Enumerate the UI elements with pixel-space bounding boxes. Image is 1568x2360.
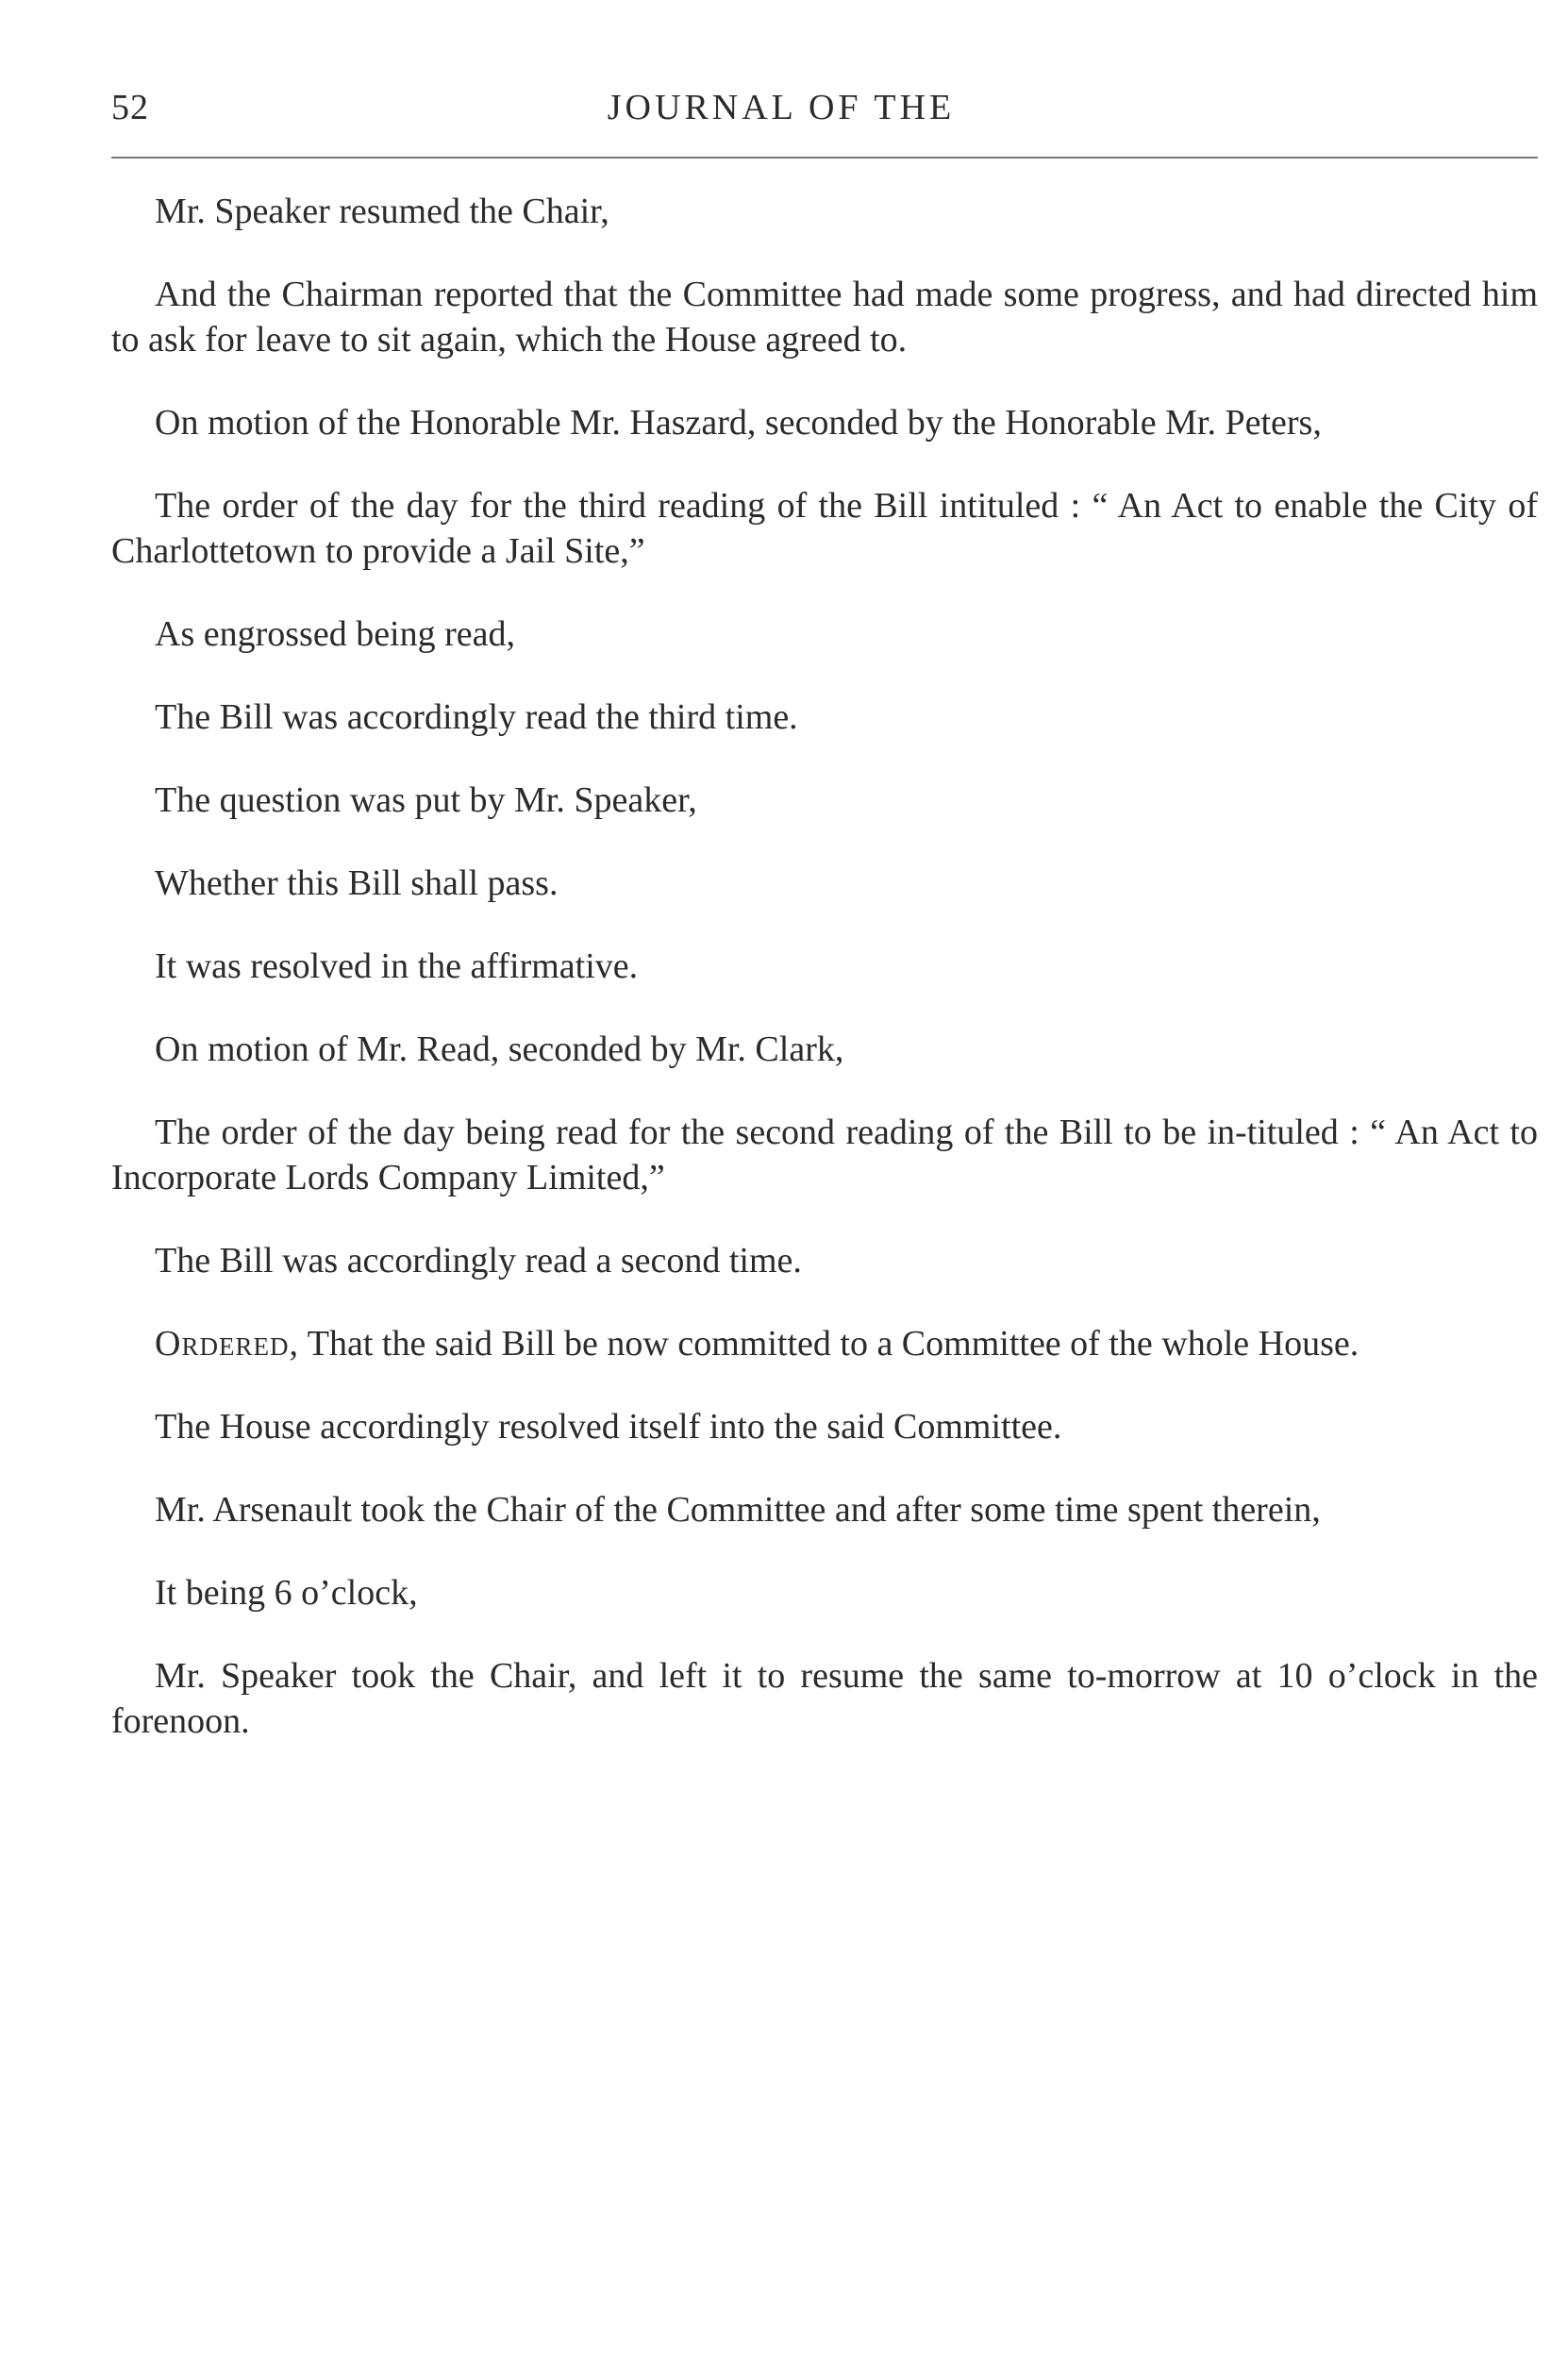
ordered-lead: Ordered,	[155, 1324, 299, 1364]
paragraph-whether-pass: Whether this Bill shall pass.	[155, 863, 559, 903]
paragraph-jail-site-bill: The order of the day for the third reading of the Bill intituled : “ An Act to enable the City of Charlottetown to provide a Jail Site,”	[111, 486, 1538, 571]
journal-title: JOURNAL OF THE	[607, 88, 956, 127]
page-number: 52	[111, 88, 149, 127]
paragraph-six-oclock: It being 6 o’clock,	[155, 1573, 418, 1613]
paragraph-adjournment: Mr. Speaker took the Chair, and left it to resume the same to-morrow at 10 o’clock in the forenoon.	[111, 1656, 1538, 1741]
paragraph-motion-read: On motion of Mr. Read, seconded by Mr. Clark,	[155, 1029, 844, 1069]
paragraph-speaker-resumed: Mr. Speaker resumed the Chair,	[155, 192, 609, 231]
paragraph-house-resolved: The House accordingly resolved itself into the said Committee.	[155, 1407, 1062, 1447]
paragraph-arsenault-chair: Mr. Arsenault took the Chair of the Committee and after some time spent therein,	[155, 1490, 1321, 1530]
paragraph-ordered	[111, 1321, 1538, 1366]
paragraph-chairman-report: And the Chairman reported that the Committee had made some progress, and had directed him to ask for leave to sit again, which the House agreed to.	[111, 275, 1538, 360]
paragraph-question-put: The question was put by Mr. Speaker,	[155, 780, 697, 820]
running-head	[111, 87, 1536, 134]
ordered-text: That the said Bill be now committed to a Committee of the whole House.	[298, 1324, 1359, 1364]
paragraph-third-reading: The Bill was accordingly read the third time.	[155, 697, 798, 737]
journal-body	[111, 189, 1538, 1782]
paragraph-second-reading: The Bill was accordingly read a second time.	[155, 1241, 802, 1280]
paragraph-motion-haszard: On motion of the Honorable Mr. Haszard, seconded by the Honorable Mr. Peters,	[155, 403, 1322, 443]
paragraph-resolved-affirmative: It was resolved in the affirmative.	[155, 946, 639, 986]
paragraph-lords-company-bill: The order of the day being read for the second reading of the Bill to be in-tituled : “ An Act to Incorporate Lords Company Limited,”	[111, 1113, 1538, 1197]
header-rule	[111, 157, 1538, 159]
paragraph-engrossed: As engrossed being read,	[155, 614, 516, 654]
